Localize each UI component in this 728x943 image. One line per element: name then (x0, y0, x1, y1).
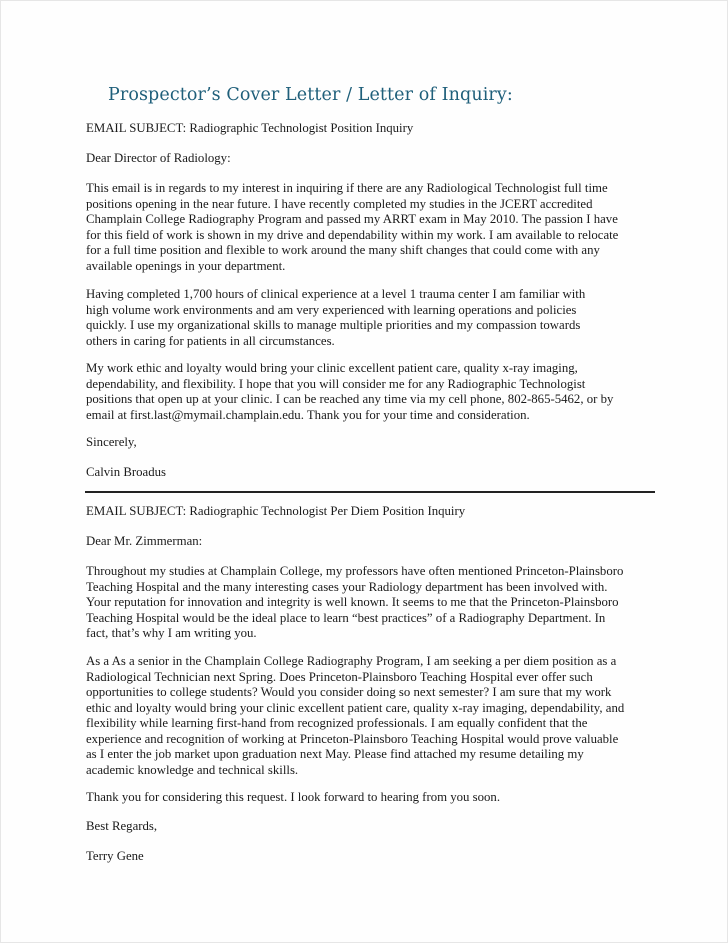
letter-1-paragraph-1 (86, 181, 642, 274)
paragraph-line: academic knowledge and technical skills. (86, 762, 299, 777)
paragraph-line: as I enter the job market upon graduation next May. Please find attached my resume detailing my (86, 747, 584, 761)
paragraph-line: As a As a senior in the Champlain College Radiography Program, I am seeking a per diem position as a (86, 654, 617, 668)
letter-2-signature: Terry Gene (86, 849, 144, 863)
paragraph-line: flexibility while learning first-hand from recognized professionals. I am equally confident that the (86, 716, 588, 730)
letter-1-closing: Sincerely, (86, 435, 137, 449)
paragraph-line: others in caring for patients in all circumstances. (86, 333, 335, 348)
paragraph-line: for a full time position and flexible to work around the many shift changes that could come with any (86, 243, 600, 257)
paragraph-line: Throughout my studies at Champlain College, my professors have often mentioned Princeton-Plainsboro (86, 564, 624, 578)
paragraph-line: experience and recognition of working at Princeton-Plainsboro Teaching Hospital would prove valuable (86, 731, 619, 746)
letter-1-subject: EMAIL SUBJECT: Radiographic Technologist Position Inquiry (86, 121, 414, 135)
paragraph-line: dependability, and flexibility. I hope that you will consider me for any Radiographic Technologist (86, 376, 586, 391)
paragraph-line: Teaching Hospital and the many interesting cases your Radiology department has been involved with. (86, 579, 608, 594)
letter-1-paragraph-3 (86, 361, 642, 423)
letter-2-paragraph-2 (86, 654, 642, 778)
paragraph-line: email at first.last@mymail.champlain.edu. Thank you for your time and consideration. (86, 407, 530, 422)
letter-2-paragraph-3 (86, 790, 642, 806)
paragraph-line: fact, that’s why I am writing you. (86, 626, 257, 640)
paragraph-line: Radiological Technician next Spring. Does Princeton-Plainsboro Teaching Hospital ever offer such (86, 669, 593, 684)
letter-2-subject: EMAIL SUBJECT: Radiographic Technologist Per Diem Position Inquiry (86, 504, 466, 518)
paragraph-line: This email is in regards to my interest in inquiring if there are any Radiological Technologist full time (86, 181, 608, 195)
letter-1-greeting: Dear Director of Radiology: (86, 151, 231, 165)
paragraph-line: My work ethic and loyalty would bring your clinic excellent patient care, quality x-ray imaging, (86, 361, 578, 375)
letter-1-paragraph-2 (86, 287, 642, 349)
paragraph-line: Teaching Hospital would be the ideal place to learn “best practices” of a Radiography Department. In (86, 610, 606, 625)
letter-1-signature: Calvin Broadus (86, 465, 166, 479)
paragraph-line: Your reputation for innovation and integrity is well known. It seems to me that the Princeton-Plainsboro (86, 595, 619, 609)
letter-2-paragraph-1 (86, 564, 642, 642)
paragraph-line: for this field of work is shown in my drive and dependability within my work. I am available to relocate (86, 227, 619, 242)
paragraph-line: ethic and loyalty would bring your clinic excellent patient care, quality x-ray imaging, dependability, and (86, 700, 625, 715)
paragraph-line: opportunities to college students? Would you consider doing so next semester? I am sure that my work (86, 685, 612, 699)
paragraph-line: high volume work environments and am very experienced with learning operations and policies (86, 302, 577, 317)
paragraph-line: quickly. I use my organizational skills to manage multiple priorities and my compassion towards (86, 318, 581, 332)
paragraph-line: Champlain College Radiography Program and passed my ARRT exam in May 2010. The passion I have (86, 212, 618, 226)
paragraph-line: Having completed 1,700 hours of clinical experience at a level 1 trauma center I am familiar with (86, 287, 586, 301)
paragraph-line: available openings in your department. (86, 258, 286, 273)
paragraph-line: positions that open up at your clinic. I can be reached any time via my cell phone, 802-865-5462, or by (86, 392, 614, 406)
letter-2-closing: Best Regards, (86, 819, 158, 833)
page-title: Prospector’s Cover Letter / Letter of Inquiry: (108, 85, 513, 105)
section-divider (85, 491, 655, 493)
letter-2-greeting: Dear Mr. Zimmerman: (86, 534, 203, 548)
paragraph-line: Thank you for considering this request. I look forward to hearing from you soon. (86, 790, 501, 804)
paragraph-line: positions opening in the near future. I have recently completed my studies in the JCERT accredited (86, 196, 593, 211)
